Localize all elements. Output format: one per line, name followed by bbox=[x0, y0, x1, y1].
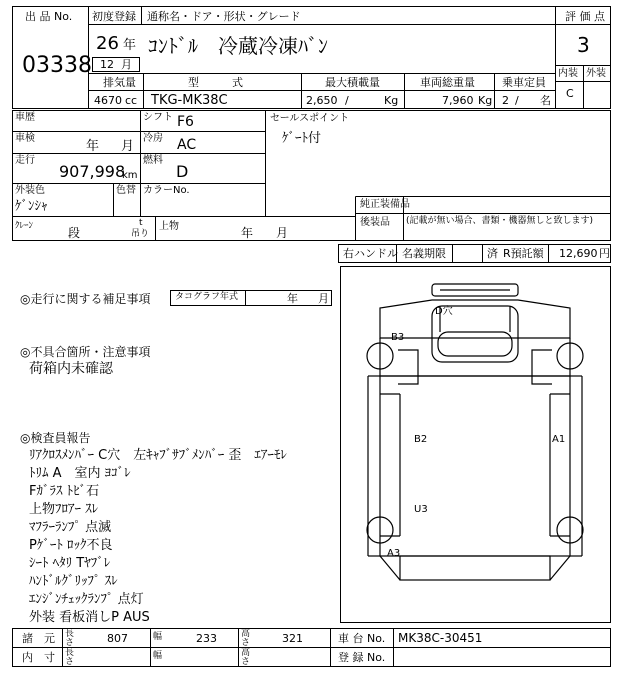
tacho-month-unit: 月 bbox=[318, 292, 329, 305]
load-label: 最大積載量 bbox=[325, 76, 380, 89]
height-label: 高さ bbox=[241, 629, 251, 648]
vehicle-name: ｺﾝﾄﾞﾙ 冷蔵冷凍ﾊﾞﾝ bbox=[148, 34, 328, 58]
capacity-label: 乗車定員 bbox=[502, 76, 546, 89]
interior-label: 内装 bbox=[558, 68, 578, 79]
lot-label: 出 品 No. bbox=[25, 10, 73, 23]
crane-label: ｸﾚｰﾝ bbox=[15, 221, 34, 231]
model-code: TKG-MK38C bbox=[151, 93, 228, 108]
report-line: ﾊﾝﾄﾞﾙｸﾞﾘｯﾌﾟ ｽﾚ bbox=[29, 574, 118, 589]
color-label: 外装色 bbox=[15, 185, 45, 196]
first-reg-label: 初度登録 bbox=[92, 10, 136, 23]
reg-month-unit: 月 bbox=[121, 58, 132, 71]
name-label: 通称名・ドア・形状・グレード bbox=[147, 10, 301, 23]
total-weight-label: 車両総重量 bbox=[420, 76, 475, 89]
name-change-label: 名義期限 bbox=[402, 247, 446, 260]
recycle-mark: 済 bbox=[487, 247, 498, 260]
mileage-unit: km bbox=[122, 170, 138, 181]
lot-number: 03338 bbox=[22, 53, 92, 78]
chassis-label: 車 台 No. bbox=[338, 632, 386, 645]
load-slash: / bbox=[345, 94, 349, 107]
report-line: 外装 看板消しP AUS bbox=[29, 610, 150, 625]
capacity-unit: 名 bbox=[540, 94, 551, 107]
color-code-label: カラーNo. bbox=[143, 185, 190, 196]
reg-month: 12 bbox=[100, 58, 114, 71]
fuel-value: D bbox=[176, 162, 189, 181]
report-line: Fｶﾞﾗｽ ﾄﾋﾞ石 bbox=[29, 484, 100, 499]
dims-label: 諸 元 bbox=[22, 632, 55, 645]
color-change-label: 色替 bbox=[116, 185, 136, 196]
recycle-label: R預託額 bbox=[503, 247, 544, 260]
report-line: ﾘｱｸﾛｽﾒﾝﾊﾞｰ C穴 左ｷｬﾌﾞｻﾌﾞﾒﾝﾊﾞｰ 歪 ｴｱｰﾓﾚ bbox=[29, 448, 287, 463]
mileage-value: 907,998 bbox=[59, 162, 126, 181]
equipment-label: 純正装備品 bbox=[360, 199, 410, 210]
ac-value: AC bbox=[177, 137, 197, 153]
crane-t: t bbox=[139, 218, 143, 228]
tacho-year-unit: 年 bbox=[287, 292, 298, 305]
report-line: ﾏﾌﾗｰﾗﾝﾌﾟ 点滅 bbox=[29, 520, 112, 535]
sales-point-label: セールスポイント bbox=[270, 113, 350, 124]
model-label: 型 式 bbox=[188, 76, 243, 89]
grade-label: 評 価 点 bbox=[565, 10, 605, 23]
exterior-grade: C bbox=[566, 87, 574, 100]
shift-label: シフト bbox=[143, 112, 173, 123]
height-value: 321 bbox=[282, 632, 303, 645]
fuel-label: 燃料 bbox=[143, 155, 163, 166]
mark-b2: B2 bbox=[414, 434, 428, 445]
recycle-amount: 12,690 bbox=[559, 247, 598, 260]
length-value: 807 bbox=[107, 632, 128, 645]
inspector-header: ◎検査員報告 bbox=[20, 431, 91, 445]
displacement: 4670 bbox=[94, 94, 122, 107]
crane-lift-unit: 吊り bbox=[131, 229, 150, 239]
inner-length-label: 長さ bbox=[65, 648, 75, 667]
total-weight: 7,960 bbox=[442, 94, 474, 107]
truck-diagram bbox=[340, 266, 610, 622]
driving-header: ◎走行に関する補足事項 bbox=[20, 292, 151, 306]
aftermarket-label: 後装品 bbox=[360, 217, 390, 228]
inner-width-label: 幅 bbox=[153, 651, 163, 661]
load-unit: Kg bbox=[384, 94, 399, 107]
rhd-label: 右ハンドル bbox=[343, 247, 398, 260]
inspection-label: 車検 bbox=[15, 133, 35, 144]
report-line: ﾄﾘﾑ A 室内 ﾖｺﾞﾚ bbox=[29, 466, 131, 481]
mark-a3: A3 bbox=[387, 548, 401, 559]
inspection-year-unit: 年 bbox=[86, 139, 100, 154]
width-label: 幅 bbox=[153, 632, 163, 642]
report-line: ｼｰﾄ ﾍﾀﾘ Tﾔﾌﾞﾚ bbox=[29, 556, 111, 571]
reg-year: 26 bbox=[96, 33, 119, 54]
mileage-label: 走行 bbox=[15, 155, 35, 166]
ac-label: 冷房 bbox=[143, 133, 163, 144]
sales-point: ｹﾞｰﾄ付 bbox=[282, 131, 322, 146]
displacement-unit: cc bbox=[125, 94, 138, 107]
tacho-label: タコグラフ年式 bbox=[175, 292, 239, 302]
inner-height-label: 高さ bbox=[241, 648, 251, 667]
color-value: ｹﾞﾝｼｬ bbox=[15, 199, 48, 214]
defect-header: ◎不具合箇所・注意事項 bbox=[20, 345, 151, 359]
exterior-label: 外装 bbox=[586, 68, 606, 79]
mark-b3: B3 bbox=[391, 332, 405, 343]
displacement-label: 排気量 bbox=[103, 76, 136, 89]
body-month-unit: 月 bbox=[276, 226, 289, 240]
width-value: 233 bbox=[196, 632, 217, 645]
total-weight-unit: Kg bbox=[478, 94, 493, 107]
defect-text: 荷箱内未確認 bbox=[29, 361, 113, 377]
report-line: ｴﾝｼﾞﾝﾁｪｯｸﾗﾝﾌﾟ 点灯 bbox=[29, 592, 144, 607]
crane-stage-unit: 段 bbox=[68, 226, 81, 240]
chassis-number: MK38C-30451 bbox=[398, 631, 483, 645]
aftermarket-note: (記載が無い場合、書類・機器無しと致します) bbox=[406, 216, 594, 226]
mark-u3: U3 bbox=[414, 504, 428, 515]
mark-d-hole: D穴 bbox=[435, 306, 453, 317]
grade-value: 3 bbox=[577, 33, 590, 57]
body-year-unit: 年 bbox=[241, 226, 254, 240]
capacity: 2 bbox=[502, 94, 509, 107]
shift-value: F6 bbox=[177, 114, 194, 130]
max-load: 2,650 bbox=[306, 94, 338, 107]
inner-label: 内 寸 bbox=[22, 651, 55, 664]
length-label: 長さ bbox=[65, 629, 75, 648]
report-line: 上物ﾌﾛｱｰ ｽﾚ bbox=[29, 502, 99, 517]
mark-a1: A1 bbox=[552, 434, 566, 445]
capacity-slash: / bbox=[515, 94, 519, 107]
reg-no-label: 登 録 No. bbox=[338, 651, 386, 664]
body-label: 上物 bbox=[159, 221, 179, 232]
inspection-month-unit: 月 bbox=[121, 139, 135, 154]
yen-label: 円 bbox=[599, 247, 610, 260]
reg-year-unit: 年 bbox=[123, 38, 137, 53]
history-label: 車歴 bbox=[15, 112, 35, 123]
report-line: Pｹﾞｰﾄ ﾛｯｸ不良 bbox=[29, 538, 113, 553]
